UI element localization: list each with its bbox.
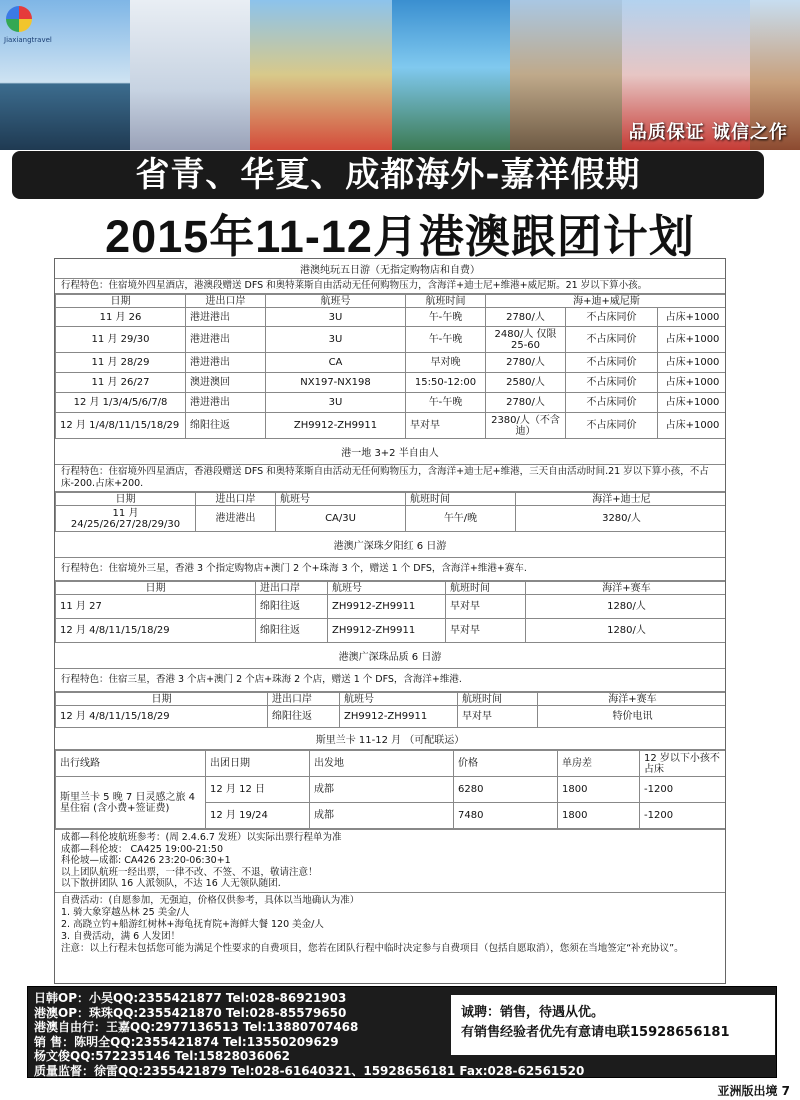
table-cell: 占床+1000	[658, 308, 727, 327]
table-cell: 不占床同价	[566, 353, 658, 373]
table-cell: 不占床同价	[566, 308, 658, 327]
table-cell: 12 月 19/24	[206, 803, 310, 829]
table-cell: 1280/人	[526, 619, 727, 643]
table-header: 12 岁以下小孩不占床	[640, 751, 727, 777]
table-cell: 2380/人（不含迪）	[486, 413, 566, 439]
table-cell: 1800	[558, 777, 640, 803]
contact-line: 质量监督：徐雷QQ:2355421879 Tel:028-61640321、15928656181 Fax:028-62561520	[34, 1063, 585, 1078]
table-cell: 绵阳往返	[186, 413, 266, 439]
table-cell: CA	[266, 353, 406, 373]
table-cell: 12 月 4/8/11/15/18/29	[56, 706, 268, 728]
recruit-box	[451, 995, 775, 1055]
table-cell: 1800	[558, 803, 640, 829]
table-cell: NX197-NX198	[266, 373, 406, 393]
table-header: 海洋+迪士尼	[516, 493, 727, 506]
activity-item: 2. 高跷立钓+船游红树林+海龟抚育院+海鲜大餐 120 美金/人	[61, 918, 324, 930]
table-header: 日期	[56, 493, 196, 506]
table-cell: 3U	[266, 393, 406, 413]
table-cell: ZH9912-ZH9911	[328, 595, 446, 619]
contact-line: 港澳自由行：王嘉QQ:2977136513 Tel:13880707468	[34, 1020, 359, 1034]
note-line: 以上团队航班一经出票，一律不改、不签、不退，敬请注意！	[61, 866, 318, 878]
mickey-minnie-photo	[250, 0, 392, 150]
table-header: 出行线路	[56, 751, 206, 777]
tour2-table	[55, 492, 726, 532]
tour-schedule	[54, 258, 726, 984]
table-header: 出团日期	[206, 751, 310, 777]
table-cell: 7480	[454, 803, 558, 829]
table-header: 日期	[56, 693, 268, 706]
note-line: 科伦坡—成都: CA426 23:20-06:30+1	[61, 855, 231, 866]
table-header: 海洋+赛车	[526, 582, 727, 595]
table-header: 进出口岸	[186, 295, 266, 308]
tour1-feature: 行程特色：住宿境外四星酒店，港澳段赠送 DFS 和奥特莱斯自由活动无任何购物压力，含海洋+迪士尼+维港+威尼斯。21 岁以下算小孩。	[55, 279, 725, 294]
table-cell: 12 月 12 日	[206, 777, 310, 803]
tour3-table	[55, 581, 726, 643]
table-cell: 特价电讯	[538, 706, 727, 728]
table-cell: ZH9912-ZH9911	[328, 619, 446, 643]
table-header: 航班号	[266, 295, 406, 308]
table-cell: ZH9912-ZH9911	[340, 706, 458, 728]
hong-kong-photo	[0, 0, 130, 150]
page-footer	[717, 1082, 790, 1099]
table-header: 单房差	[558, 751, 640, 777]
note-line: 以下散拼团队 16 人派领队，不达 16 人无领队随团.	[61, 878, 281, 889]
contact-line: 杨文俊QQ:572235146 Tel:15828036062	[34, 1049, 291, 1063]
table-cell: 11 月 29/30	[56, 327, 186, 353]
table-cell: 早对晚	[406, 353, 486, 373]
flight-notes	[55, 829, 725, 892]
table-header: 海+迪+威尼斯	[486, 295, 727, 308]
page-number: 7	[781, 1084, 790, 1098]
page-title: 2015年11-12月港澳跟团计划	[105, 211, 695, 262]
recruit-line: 诚聘：销售，待遇从优。	[461, 1005, 605, 1020]
table-cell: 早对早	[446, 619, 526, 643]
table-cell: 3U	[266, 327, 406, 353]
table-cell: 占床+1000	[658, 413, 727, 439]
activity-item: 3. 自费活动，满 6 人发团！	[61, 930, 181, 942]
table-cell: 港进港出	[196, 506, 276, 532]
table-cell: ZH9912-ZH9911	[266, 413, 406, 439]
table-header: 航班时间	[406, 493, 516, 506]
activity-item: 1. 骑大象穿越丛林 25 美金/人	[61, 906, 190, 918]
table-cell: -1200	[640, 777, 727, 803]
table-cell: 早对早	[446, 595, 526, 619]
table-header: 价格	[454, 751, 558, 777]
table-header: 航班号	[340, 693, 458, 706]
table-header: 航班号	[328, 582, 446, 595]
table-cell: 11 月 27	[56, 595, 256, 619]
table-cell: 1280/人	[526, 595, 727, 619]
table-cell: CA/3U	[276, 506, 406, 532]
table-header: 进出口岸	[268, 693, 340, 706]
table-cell: 2780/人	[486, 353, 566, 373]
table-cell: 绵阳往返	[256, 619, 328, 643]
table-cell: 2580/人	[486, 373, 566, 393]
table-cell: 早对早	[406, 413, 486, 439]
table-cell: 澳进澳回	[186, 373, 266, 393]
table-cell: 成都	[310, 803, 454, 829]
table-cell: 不占床同价	[566, 327, 658, 353]
tour1-table	[55, 294, 726, 439]
tour4-table	[55, 692, 726, 728]
table-cell: 2780/人	[486, 308, 566, 327]
agency-line: 省青、华夏、成都海外-嘉祥假期	[12, 151, 764, 199]
contact-line: 日韩OP：小吴QQ:2355421877 Tel:028-86921903	[34, 991, 347, 1005]
tour1-title: 港澳纯玩五日游（无指定购物店和自费）	[55, 259, 725, 279]
table-cell: 15:50-12:00	[406, 373, 486, 393]
contact-box	[27, 986, 777, 1078]
table-header: 进出口岸	[256, 582, 328, 595]
table-cell: 早对早	[458, 706, 538, 728]
logo-icon	[6, 6, 32, 32]
table-header: 航班号	[276, 493, 406, 506]
table-header: 出发地	[310, 751, 454, 777]
ruins-photo	[510, 0, 622, 150]
srilanka-title: 斯里兰卡 11-12 月 （可配联运）	[55, 728, 725, 750]
table-header: 日期	[56, 295, 186, 308]
contact-line: 港澳OP：珠珠QQ:2355421870 Tel:028-85579650	[34, 1005, 347, 1020]
table-cell: -1200	[640, 803, 727, 829]
tour4-title: 港澳广深珠品质 6 日游	[55, 643, 725, 669]
recruit-line: 有销售经验者优先有意请电联15928656181	[461, 1025, 730, 1040]
table-cell: 成都	[310, 777, 454, 803]
table-cell: 11 月 26	[56, 308, 186, 327]
table-cell: 绵阳往返	[256, 595, 328, 619]
logo-text: Jiaxiangtravel	[4, 36, 52, 44]
note-line: 成都—科伦坡： CA425 19:00-21:50	[61, 843, 223, 855]
table-cell: 绵阳往返	[268, 706, 340, 728]
table-header: 日期	[56, 582, 256, 595]
table-cell: 占床+1000	[658, 373, 727, 393]
tour4-feature: 行程特色：住宿三星，香港 3 个店+澳门 2 个店+珠海 2 个店，赠送 1 个 DFS，含海洋+维港.	[55, 669, 725, 692]
note-line: 成都—科伦坡航班参考：(周 2.4.6.7 发班）以实际出票行程单为准	[61, 832, 342, 843]
table-cell: 不占床同价	[566, 393, 658, 413]
table-cell: 港进港出	[186, 327, 266, 353]
table-cell: 午-午晚	[406, 308, 486, 327]
table-cell: 6280	[454, 777, 558, 803]
table-cell: 3280/人	[516, 506, 727, 532]
table-header: 航班时间	[458, 693, 538, 706]
tour2-feature: 行程特色：住宿境外四星酒店，香港段赠送 DFS 和奥特莱斯自由活动无任何购物压力，含海洋+迪士尼+维港，三天自由活动时间.21 岁以下算小孩，不占床-200.占床+200.	[55, 465, 725, 492]
table-cell: 占床+1000	[658, 353, 727, 373]
ocean-park-photo	[392, 0, 510, 150]
table-cell: 3U	[266, 308, 406, 327]
slogan: 品质保证 诚信之作	[628, 122, 788, 143]
table-cell: 不占床同价	[566, 413, 658, 439]
table-cell: 2480/人 仅限 25-60	[486, 327, 566, 353]
contact-line: 销 售：陈明全QQ:2355421874 Tel:13550209629	[34, 1034, 339, 1049]
table-cell: 12 月 1/4/8/11/15/18/29	[56, 413, 186, 439]
table-cell: 港进港出	[186, 353, 266, 373]
table-header: 航班时间	[406, 295, 486, 308]
srilanka-table	[55, 750, 726, 829]
table-cell: 午-午晚	[406, 327, 486, 353]
table-cell: 占床+1000	[658, 327, 727, 353]
table-cell: 午午/晚	[406, 506, 516, 532]
table-cell: 港进港出	[186, 393, 266, 413]
table-cell: 午-午晚	[406, 393, 486, 413]
tour3-feature: 行程特色：住宿境外三星，香港 3 个指定购物店+澳门 2 个+珠海 3 个，赠送 1 个 DFS，含海洋+维港+赛车.	[55, 558, 725, 581]
table-header: 海洋+赛车	[538, 693, 727, 706]
tour2-title: 港一地 3+2 半自由人	[55, 439, 725, 465]
table-cell: 12 月 4/8/11/15/18/29	[56, 619, 256, 643]
banner	[0, 0, 800, 150]
table-cell: 11 月 28/29	[56, 353, 186, 373]
table-cell: 港进港出	[186, 308, 266, 327]
tour3-title: 港澳广深珠夕阳红 6 日游	[55, 532, 725, 558]
table-cell: 不占床同价	[566, 373, 658, 393]
optional-activities	[55, 892, 725, 957]
table-cell: 11 月 24/25/26/27/28/29/30	[56, 506, 196, 532]
castle-photo	[130, 0, 250, 150]
activities-notice: 注意：以上行程未包括您可能为满足个性要求的自费项目，您若在团队行程中临时决定参与自费项目（包括自愿取消），您须在当地签定“补充协议”。	[61, 942, 684, 954]
table-cell: 12 月 1/3/4/5/6/7/8	[56, 393, 186, 413]
table-cell: 斯里兰卡 5 晚 7 日灵感之旅 4 星住宿 (含小费+签证费)	[56, 777, 206, 829]
table-cell: 占床+1000	[658, 393, 727, 413]
activities-title: 自费活动：(自愿参加，无强迫，价格仅供参考，具体以当地确认为准）	[61, 894, 360, 906]
table-header: 航班时间	[446, 582, 526, 595]
table-header: 进出口岸	[196, 493, 276, 506]
table-cell: 2780/人	[486, 393, 566, 413]
table-cell: 11 月 26/27	[56, 373, 186, 393]
footer-text: 亚洲版出境	[717, 1084, 778, 1098]
